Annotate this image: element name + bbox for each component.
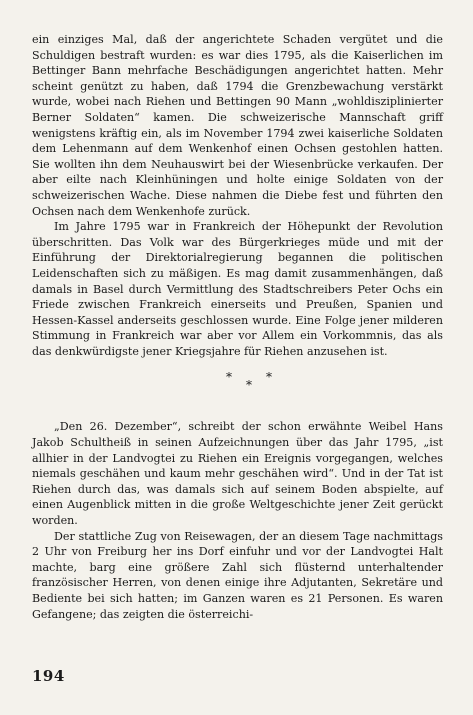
paragraph-4: Der stattliche Zug von Reisewagen, der an diesem Tage nachmittags 2 Uhr von Freiburg her ins Dorf einfuhr und vor der Landvogtei Halt machte, barg eine größere Zahl sich flüsternd unterhaltender französischer Herren, von denen einige ihre Adjutanten, Sekretäre und Bediente bei sich hatten; im Ganzen waren es 21 Personen. Es waren Gefangene; das zeigten die österreichi- (32, 529, 443, 621)
page-number: 194 (32, 667, 65, 685)
separator-star: * (266, 370, 272, 385)
paragraph-3: „Den 26. Dezember“, schreibt der schon erwähnte Weibel Hans Jakob Schultheiß in seinen Aufzeichnungen über das Jahr 1795, „ist allhier in der Landvogtei zu Riehen ein Ereignis vorgegangen, welches niemals geschähen und kaum mehr geschähen wird“. Und in der Tat ist Riehen durch das, was damals sich auf seinem Boden abspielte, auf einen Augenblick mitten in die große Weltgeschichte jener Zeit gerückt worden. (32, 420, 443, 528)
separator-star: * (226, 370, 232, 385)
paragraph-2: Im Jahre 1795 war in Frankreich der Höhepunkt der Revolution überschritten. Das Volk war des Bürgerkrieges müde und mit der Einführung der Direktorialregierung begannen die politischen Leidenschaften sich zu mäßigen. Es mag damit zusammenhängen, daß damals in Basel durch Vermittlung des Stadtschreibers Peter Ochs ein Friede zwischen Frankreich einerseits und Preußen, Spanien und Hessen-Kassel anderseits geschlossen wurde. Eine Folge jener milderen Stimmung in Frankreich war aber vor Allem ein Vorkommnis, das als das denkwürdigste jener Kriegsjahre für Riehen anzusehen ist. (32, 220, 443, 358)
section-separator (32, 369, 443, 415)
separator-star: * (246, 378, 252, 393)
paragraph-1: ein einziges Mal, daß der angerichtete Schaden vergütet und die Schuldigen bestraft wurden: es war dies 1795, als die Kaiserlichen im Bettinger Bann mehrfache Beschädigungen angerichtet hatten. Mehr scheint genützt zu haben, daß 1794 die Grenzbewachung verstärkt wurde, wobei nach Riehen und Bettingen 90 Mann „wohldisziplinierter Berner Soldaten“ kamen. Die schweizerische Mannschaft griff wenigstens kräftig ein, als im November 1794 zwei kaiserliche Soldaten dem Lehenmann auf dem Wenkenhof einen Ochsen gestohlen hatten. Sie wollten ihn dem Neuhauswirt bei der Wiesenbrücke verkaufen. Der aber eilte nach Kleinhüningen und holte einige Soldaten von der schweizerischen Wache. Diese nahmen die Diebe fest und führten den Ochsen nach dem Wenkenhofe zurück. (32, 33, 443, 218)
